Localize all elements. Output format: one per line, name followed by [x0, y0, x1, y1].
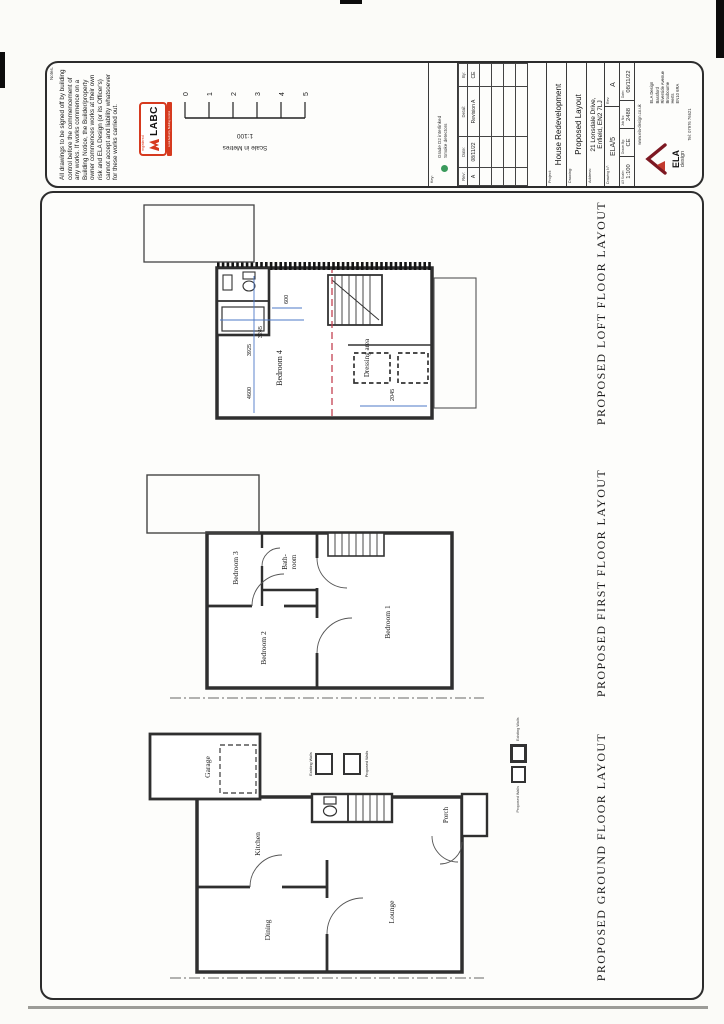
key-section	[428, 63, 458, 186]
ela-address-line: Broxbourne	[665, 81, 670, 104]
revision-row-empty	[504, 64, 516, 186]
room-label-bath-2: room	[290, 554, 298, 570]
drawing-no-cell	[605, 106, 619, 186]
labc-logo	[139, 102, 171, 156]
a3-scale-cell	[620, 156, 634, 186]
drawn-by-label: Drawn By:	[621, 139, 625, 154]
info-row	[620, 63, 635, 186]
room-label-bedroom3: Bedroom 3	[231, 551, 240, 585]
smoke-detector-dot	[441, 165, 448, 172]
ela-address-line: EN10 6RA	[675, 83, 681, 104]
rev-value: A	[610, 82, 617, 87]
key-note-line1: Grade D2 interlinked	[437, 115, 442, 158]
labc-name: LABC	[149, 106, 160, 136]
legend-proposed-swatch	[511, 766, 526, 783]
legend-proposed-label-b: Proposed Walls	[516, 786, 521, 813]
scale-bar	[177, 63, 327, 186]
rev-label: Rev:	[606, 96, 610, 104]
date-value: 08/11/22	[625, 70, 632, 93]
drawing-label: Drawing:	[568, 168, 572, 183]
drawn-by-cell	[620, 128, 634, 156]
room-label-kitchen: Kitchen	[253, 832, 262, 856]
scale-title: Scale in Metres	[222, 144, 268, 151]
room-label-bedroom2: Bedroom 2	[259, 631, 268, 665]
scan-artifact-left	[0, 52, 5, 88]
labc-mark-icon	[147, 138, 160, 152]
room-label-bedroom1: Bedroom 1	[383, 605, 392, 639]
drawing-no-value: ELA/5	[610, 136, 617, 157]
project-value: House Redevelopment	[554, 83, 563, 166]
ela-logo-sub: design	[680, 150, 686, 168]
by-header: By:	[459, 64, 468, 87]
address-line1: 21 Lonsdale Drive,	[590, 97, 597, 152]
drawn-by-value: CE	[625, 138, 632, 147]
a3-scale-label: A3 Scale:	[621, 170, 625, 184]
ela-design-block	[635, 63, 700, 186]
ground-floor-title: PROPOSED GROUND FLOOR LAYOUT	[594, 732, 608, 982]
revision-detail: Revision A	[468, 87, 480, 137]
room-label-dining: Dining	[263, 919, 272, 941]
notes-text: All drawings to be signed off by building control before the commencement of any works. If works commence on a Building Notice, the Builder/property owner commences works at their own risk and ELA Design (or its Officer's) cannot accept and liability whatsoever for these works carried out.	[59, 69, 120, 180]
first-floor-title: PROPOSED FIRST FLOOR LAYOUT	[594, 468, 608, 698]
scale-tick-2: 2	[231, 92, 238, 96]
notes-section	[47, 63, 135, 186]
room-label-bedroom4: Bedroom 4	[275, 350, 284, 386]
labc-registered-text: registered	[141, 135, 145, 151]
drawing-field	[567, 63, 587, 186]
revision-row-empty	[516, 64, 528, 186]
first-floor-plan	[132, 458, 494, 708]
wall-legend	[510, 707, 527, 820]
legend-proposed-label: Proposed Walls	[365, 750, 369, 778]
ela-roof-icon	[644, 142, 668, 176]
legend-existing-label: Existing Walls	[309, 752, 313, 776]
date-cell	[620, 63, 634, 100]
rev-header: Rev:	[459, 168, 468, 186]
rev-cell	[605, 63, 619, 106]
dim-2045: 2045	[390, 388, 396, 401]
ground-floor-plan	[132, 722, 494, 992]
scan-artifact-right	[716, 0, 724, 58]
ela-logo	[644, 142, 686, 176]
address-label: Address:	[588, 168, 592, 183]
drawing-area-panel	[40, 191, 704, 1000]
job-no-cell	[620, 100, 634, 128]
loft-floor-title: PROPOSED LOFT FLOOR LAYOUT	[594, 200, 608, 426]
date-header: Date:	[459, 137, 468, 168]
job-no-value: 2488	[625, 108, 632, 121]
scale-tick-1: 1	[207, 92, 214, 96]
room-label-bath-1: Bath-	[281, 554, 289, 570]
ela-logo-main: ELA	[671, 150, 681, 168]
dim-3925: 3925	[247, 343, 253, 357]
notes-label: Notes.	[49, 67, 54, 81]
a3-scale-value: 1:100	[625, 164, 632, 179]
labc-strip-text: Local Authority Building Control	[167, 102, 172, 156]
ela-address-line: ELA Design	[649, 81, 655, 104]
revision-table	[458, 63, 528, 186]
scale-tick-3: 3	[255, 92, 262, 96]
scale-tick-5: 5	[303, 92, 310, 96]
room-label-garage: Garage	[203, 756, 212, 778]
ela-telephone: Tel: 07976 76621	[687, 108, 692, 141]
revision-by: CE	[468, 64, 480, 87]
key-note-line2: Smoke detectors	[443, 123, 448, 158]
drawing-value: Proposed Layout	[574, 94, 583, 155]
job-no-label: Job No:	[621, 115, 625, 126]
room-label-dressing-area: Dressing area	[363, 338, 371, 378]
dim-4600: 4600	[247, 386, 253, 400]
legend-existing-swatch	[510, 744, 527, 763]
scale-tick-0: 0	[183, 92, 190, 96]
detail-header: Detail:	[459, 87, 468, 137]
room-label-lounge: Lounge	[387, 900, 396, 924]
drawing-no-label: Drawing N°:	[606, 164, 610, 184]
scale-tick-4: 4	[279, 92, 286, 96]
project-field	[547, 63, 567, 186]
scale-ratio: 1:100	[236, 132, 254, 139]
ela-address-line: Bassford	[654, 86, 660, 104]
ela-address-line: Riverside Avenue	[659, 71, 665, 104]
scan-artifact-top	[340, 0, 362, 4]
revision-table-section	[458, 63, 547, 186]
ela-address-line: Herts	[670, 93, 676, 104]
key-label: Key:	[430, 175, 434, 183]
revision-row-a	[468, 64, 480, 186]
dim-600: 600	[284, 294, 290, 304]
dim-3245: 3245	[258, 326, 264, 339]
address-field	[587, 63, 605, 186]
title-block-panel	[45, 61, 704, 188]
revision-row-empty	[492, 64, 504, 186]
date-label: Date:	[621, 90, 625, 98]
revision-row-empty	[480, 64, 492, 186]
revision-date: 08/11/22	[468, 137, 480, 168]
drawing-no-row	[605, 63, 620, 186]
ela-address	[649, 71, 680, 104]
room-label-porch: Porch	[442, 806, 450, 824]
address-line2: Enfield, EN2 7LJ	[597, 100, 604, 149]
ela-website: www.ela-design.co.uk	[637, 104, 642, 145]
legend-existing-label-b: Existing Walls	[516, 717, 521, 741]
scan-artifact-bottom	[28, 1006, 708, 1009]
loft-floor-plan	[132, 188, 494, 438]
project-label: Project:	[548, 170, 552, 183]
revision-rev: A	[468, 168, 480, 186]
